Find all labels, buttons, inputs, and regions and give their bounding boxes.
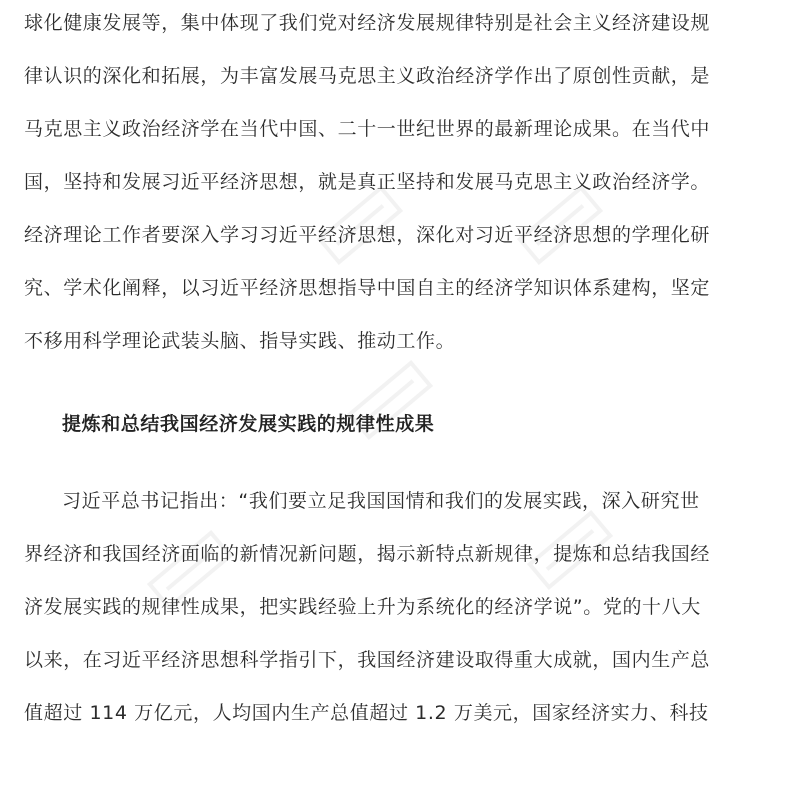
watermark-logo-icon xyxy=(330,340,450,460)
paragraph-line: 以来，在习近平经济思想科学指引下，我国经济建设取得重大成就，国内生产总 xyxy=(24,649,711,671)
paragraph-line: 经济理论工作者要深入学习习近平经济思想，深化对习近平经济思想的学理化研 xyxy=(24,224,711,246)
paragraph-line: 律认识的深化和拓展，为丰富发展马克思主义政治经济学作出了原创性贡献，是 xyxy=(24,65,711,87)
paragraph-line: 习近平总书记指出：“我们要立足我国国情和我们的发展实践，深入研究世 xyxy=(62,490,700,512)
paragraph-line: 界经济和我国经济面临的新情况新问题，揭示新特点新规律，提炼和总结我国经 xyxy=(24,543,711,565)
paragraph-line: 值超过 114 万亿元，人均国内生产总值超过 1.2 万美元，国家经济实力、科技 xyxy=(24,702,709,724)
paragraph-line: 国，坚持和发展习近平经济思想，就是真正坚持和发展马克思主义政治经济学。 xyxy=(24,171,711,193)
paragraph-line: 究、学术化阐释，以习近平经济思想指导中国自主的经济学知识体系建构，坚定 xyxy=(24,277,711,299)
paragraph-line: 济发展实践的规律性成果，把实践经验上升为系统化的经济学说”。党的十八大 xyxy=(24,596,701,618)
paragraph-line: 不移用科学理论武装头脑、指导实践、推动工作。 xyxy=(24,330,456,352)
paragraph-line: 马克思主义政治经济学在当代中国、二十一世纪世界的最新理论成果。在当代中 xyxy=(24,118,711,140)
section-heading: 提炼和总结我国经济发展实践的规律性成果 xyxy=(62,413,435,435)
paragraph-line: 球化健康发展等，集中体现了我们党对经济发展规律特别是社会主义经济建设规 xyxy=(24,12,711,34)
